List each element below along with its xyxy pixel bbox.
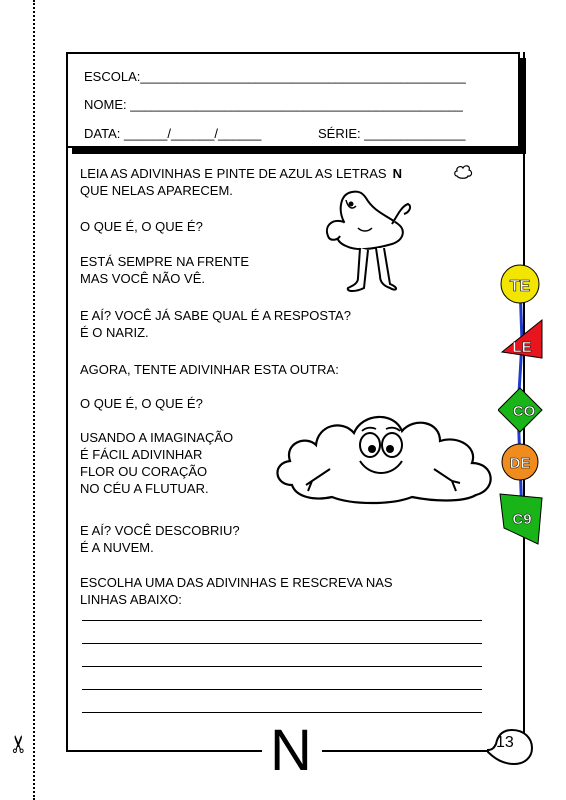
page-number: 13 — [496, 734, 514, 751]
writing-line[interactable] — [82, 666, 482, 667]
riddle2-line: FLOR OU CORAÇÃO — [80, 464, 208, 479]
riddle2-verse — [80, 429, 233, 497]
target-letter: N — [392, 166, 402, 181]
writing-line[interactable] — [82, 712, 482, 713]
thought-bubble-icon — [453, 163, 473, 181]
scissors-icon: ✂ — [6, 733, 34, 755]
tab-de-icon — [502, 444, 538, 480]
riddle1-verse — [80, 253, 249, 287]
tab-co-label: CO — [512, 403, 536, 420]
tab-c9-label: C9 — [512, 511, 532, 528]
riddle2-answer-block — [80, 522, 240, 556]
bottom-border-right — [322, 750, 492, 752]
riddle2-answer: É A NUVEM. — [80, 540, 154, 555]
task-line: LINHAS ABAIXO: — [80, 592, 182, 607]
grade-field[interactable]: SÉRIE: ______________ — [318, 126, 466, 141]
riddle1-line: MAS VOCÊ NÃO VÊ. — [80, 271, 205, 286]
name-field[interactable]: NOME: ______________________________________________ — [84, 97, 463, 112]
writing-line[interactable] — [82, 620, 482, 621]
riddle1-answer-block — [80, 307, 351, 341]
nose-character-illustration — [318, 188, 414, 300]
date-field[interactable]: DATA: ______/______/______ — [84, 126, 262, 141]
side-tab-chain — [498, 262, 548, 552]
school-field[interactable]: ESCOLA:_____________________________________________ — [84, 69, 466, 84]
instruction-text-2: QUE NELAS APARECEM. — [80, 183, 233, 198]
student-info-box — [66, 52, 520, 148]
big-letter-n: N — [270, 718, 312, 783]
tab-c9-icon — [500, 494, 542, 544]
instruction-text: LEIA AS ADIVINHAS E PINTE DE AZUL AS LETRAS — [80, 166, 387, 181]
riddle1-question: O QUE É, O QUE É? — [80, 219, 203, 234]
writing-line[interactable] — [82, 643, 482, 644]
riddle2-prompt: E AÍ? VOCÊ DESCOBRIU? — [80, 523, 240, 538]
riddle2-line: É FÁCIL ADIVINHAR — [80, 447, 203, 462]
tab-te-label: TE — [509, 278, 531, 295]
riddle1-line: ESTÁ SEMPRE NA FRENTE — [80, 254, 250, 269]
riddle2-question: O QUE É, O QUE É? — [80, 396, 203, 411]
cloud-character-illustration — [272, 405, 496, 507]
riddle2-line: NO CÉU A FLUTUAR. — [80, 481, 209, 496]
riddle2-line: USANDO A IMAGINAÇÃO — [80, 430, 234, 445]
tab-te-icon — [501, 265, 539, 303]
tab-le-label: LE — [512, 339, 532, 356]
riddle1-prompt: E AÍ? VOCÊ JÁ SABE QUAL É A RESPOSTA? — [80, 308, 351, 323]
tab-de-label: DE — [509, 455, 531, 472]
bottom-border-left — [66, 750, 262, 752]
writing-line[interactable] — [82, 689, 482, 690]
tab-co-icon — [498, 388, 542, 432]
transition-text: AGORA, TENTE ADIVINHAR ESTA OUTRA: — [80, 362, 339, 377]
cut-line — [33, 0, 35, 800]
task-instruction — [80, 574, 393, 608]
riddle1-answer: É O NARIZ. — [80, 325, 149, 340]
task-line: ESCOLHA UMA DAS ADIVINHAS E RESCREVA NAS — [80, 575, 393, 590]
